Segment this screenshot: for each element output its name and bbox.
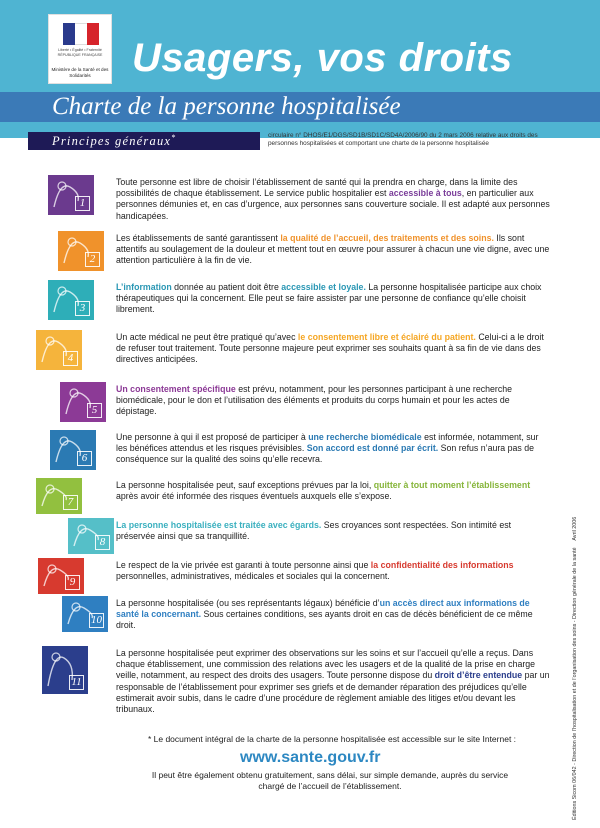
article-text-9 <box>116 560 550 582</box>
flag-blue-stripe <box>63 23 75 45</box>
article-phrase: Celui-ci a le droit de refuser tout traitement. Toute personne majeure peut exprimer ses souhaits quant à sa fin de vie dans des directives anticipées. <box>116 332 544 365</box>
principes-label: Principes généraux <box>52 134 172 149</box>
highlighted-phrase: accessible et loyale. <box>281 282 366 292</box>
republic-logo <box>48 14 112 84</box>
flag-red-stripe <box>87 23 99 45</box>
article-number: 6 <box>77 451 92 466</box>
article-tile-6 <box>50 430 96 470</box>
flag-white-stripe <box>75 23 87 45</box>
logo-motto <box>51 48 109 57</box>
principes-heading <box>52 133 176 149</box>
article-text-8 <box>116 520 550 542</box>
ministry-name: Ministère de la Santé et des Solidarités <box>51 67 109 78</box>
article-number: 9 <box>65 575 80 590</box>
highlighted-phrase: accessible à tous <box>388 188 462 199</box>
article-number: 7 <box>63 495 78 510</box>
article-tile-11 <box>42 646 88 694</box>
article-text-11 <box>116 648 550 715</box>
article-text-3 <box>116 282 550 316</box>
edition-credits <box>572 517 578 820</box>
flag-icon <box>63 23 99 45</box>
highlighted-phrase: Son accord est donné par écrit. <box>306 443 439 454</box>
article-text-7 <box>116 480 550 502</box>
motto-text: Liberté • Égalité • Fraternité <box>58 48 102 52</box>
page-title: Usagers, vos droits <box>132 36 513 80</box>
highlighted-phrase: la qualité de l’accueil, des traitements et des soins. <box>280 233 494 243</box>
article-phrase: Le respect de la vie privée est garanti à toute personne ainsi que <box>116 560 371 570</box>
article-phrase: est informée, notamment, sur les bénéfices attendus et les risques prévisibles. <box>116 432 539 454</box>
article-text-4 <box>116 332 550 366</box>
article-text-6 <box>116 432 550 466</box>
article-number: 2 <box>85 252 100 267</box>
article-phrase: Les établissements de santé garantissent <box>116 233 281 243</box>
republic-text: RÉPUBLIQUE FRANÇAISE <box>57 52 103 57</box>
page-subtitle: Charte de la personne hospitalisée <box>52 93 401 120</box>
highlighted-phrase: La personne hospitalisée est traitée avec égards. <box>116 520 322 530</box>
article-phrase: Son refus n’aura pas de conséquence sur la qualité des soins qu’elle recevra. <box>116 443 535 465</box>
article-tile-8 <box>68 518 114 554</box>
highlighted-phrase: la confidentialité des informations <box>370 560 514 570</box>
highlighted-phrase: droit d’être entendue <box>434 670 523 681</box>
article-tile-1 <box>48 175 94 215</box>
article-number: 4 <box>63 351 78 366</box>
article-tile-4 <box>36 330 82 370</box>
highlighted-phrase: Un consentement spécifique <box>116 384 236 394</box>
article-text-5 <box>116 384 550 418</box>
article-phrase: La personne hospitalisée peut exprimer des observations sur les soins et sur l’accueil qu’elle a reçus. Dans chaque établissement, une commission des relations avec les usagers et de la qualité de la prise en charge veille, notamment, au respect des droits des usagers. Toute personne dispose du <box>116 648 536 681</box>
article-number: 5 <box>87 403 102 418</box>
highlighted-phrase: quitter à tout moment l’établissement <box>373 480 531 490</box>
highlighted-phrase: le consentement libre et éclairé du patient. <box>297 332 476 342</box>
article-text-10 <box>116 598 550 632</box>
article-phrase: Ils sont attentifs au soulagement de la douleur et mettent tout en œuvre pour assurer à chacun une vie digne, avec une attention particulière à la fin de vie. <box>116 233 550 266</box>
highlighted-phrase: L’information <box>116 282 172 292</box>
article-number: 3 <box>75 301 90 316</box>
article-number: 10 <box>91 614 102 626</box>
article-number: 8 <box>95 535 110 550</box>
article-number: 11 <box>69 675 84 690</box>
website-link[interactable]: www.sante.gouv.fr <box>240 749 381 766</box>
article-phrase: Ses croyances sont respectées. Son intimité est préservée ainsi que sa tranquillité. <box>116 520 512 542</box>
article-tile-5 <box>60 382 106 422</box>
article-number: 1 <box>75 196 90 211</box>
article-phrase: Une personne à qui il est proposé de participer à <box>116 432 309 442</box>
article-phrase: Un acte médical ne peut être pratiqué qu’avec <box>116 332 298 342</box>
article-phrase: La personne hospitalisée (ou ses représentants légaux) bénéficie d’ <box>116 598 380 608</box>
article-phrase: par un responsable de l’établissement pour exprimer ses griefs et de demander réparation des préjudices qu’elle estimerait avoir subis, dans le cadre d’une procédure de règlement amiable des litiges et/ou devant les tribunaux. <box>116 670 550 715</box>
edition-date: Avril 2006 <box>572 516 578 541</box>
article-phrase: donnée au patient doit être <box>171 282 282 292</box>
article-tile-10 <box>62 596 108 632</box>
article-tile-7 <box>36 478 82 514</box>
credits-text: Éditions Sicom 06/042 - Direction de l’hospitalisation et de l’organisation des soins - Direction générale de la santé <box>572 547 578 820</box>
footer-note: * Le document intégral de la charte de la personne hospitalisée est accessible sur le site Internet : <box>147 734 517 744</box>
article-text-2 <box>116 233 550 267</box>
circulaire-reference: circulaire n° DHOS/E1/DGS/SD1B/SD1C/SD4A/2006/90 du 2 mars 2006 relative aux droits des personnes hospitalisées et comportant une charte de la personne hospitalisée <box>268 132 538 147</box>
principes-footnote-mark: * <box>171 133 177 142</box>
article-phrase: Sous certaines conditions, ses ayants droit en cas de décès bénéficient de ce même droit. <box>116 609 533 631</box>
article-tile-9 <box>38 558 84 594</box>
highlighted-phrase: une recherche biomédicale <box>308 432 422 442</box>
article-phrase: Toute personne est libre de choisir l’établissement de santé qui la prendra en charge, dans la limite des possibilités de chaque établissement. Le service public hospitalier est <box>116 177 518 199</box>
footer-availability: Il peut être également obtenu gratuitement, sans délai, sur simple demande, auprès du service chargé de l’accueil de l’établissement. <box>151 770 509 791</box>
article-phrase: , en particulier aux personnes démunies et, en cas d’urgence, aux personnes sans couverture sociale. Il est adapté aux personnes handicapées. <box>116 188 550 221</box>
article-phrase: La personne hospitalisée participe aux choix thérapeutiques qui la concernent. Elle peut se faire assister par une personne de confiance qu’elle choisit librement. <box>116 282 542 315</box>
article-phrase: après avoir été informée des risques éventuels auxquels elle s’expose. <box>116 491 392 502</box>
article-phrase: est prévu, notamment, pour les personnes participant à une recherche biomédicale, pour le don et l’utilisation des éléments et produits du corps humain et pour les actes de dépistage. <box>116 384 513 417</box>
article-phrase: La personne hospitalisée peut, sauf exceptions prévues par la loi, <box>116 480 374 490</box>
article-tile-2 <box>58 231 104 271</box>
article-text-1 <box>116 177 550 222</box>
highlighted-phrase: un accès direct aux informations de santé la concernant. <box>116 598 530 620</box>
article-phrase: personnelles, administratives, médicales et sociales qui la concernent. <box>116 571 390 582</box>
article-tile-3 <box>48 280 94 320</box>
